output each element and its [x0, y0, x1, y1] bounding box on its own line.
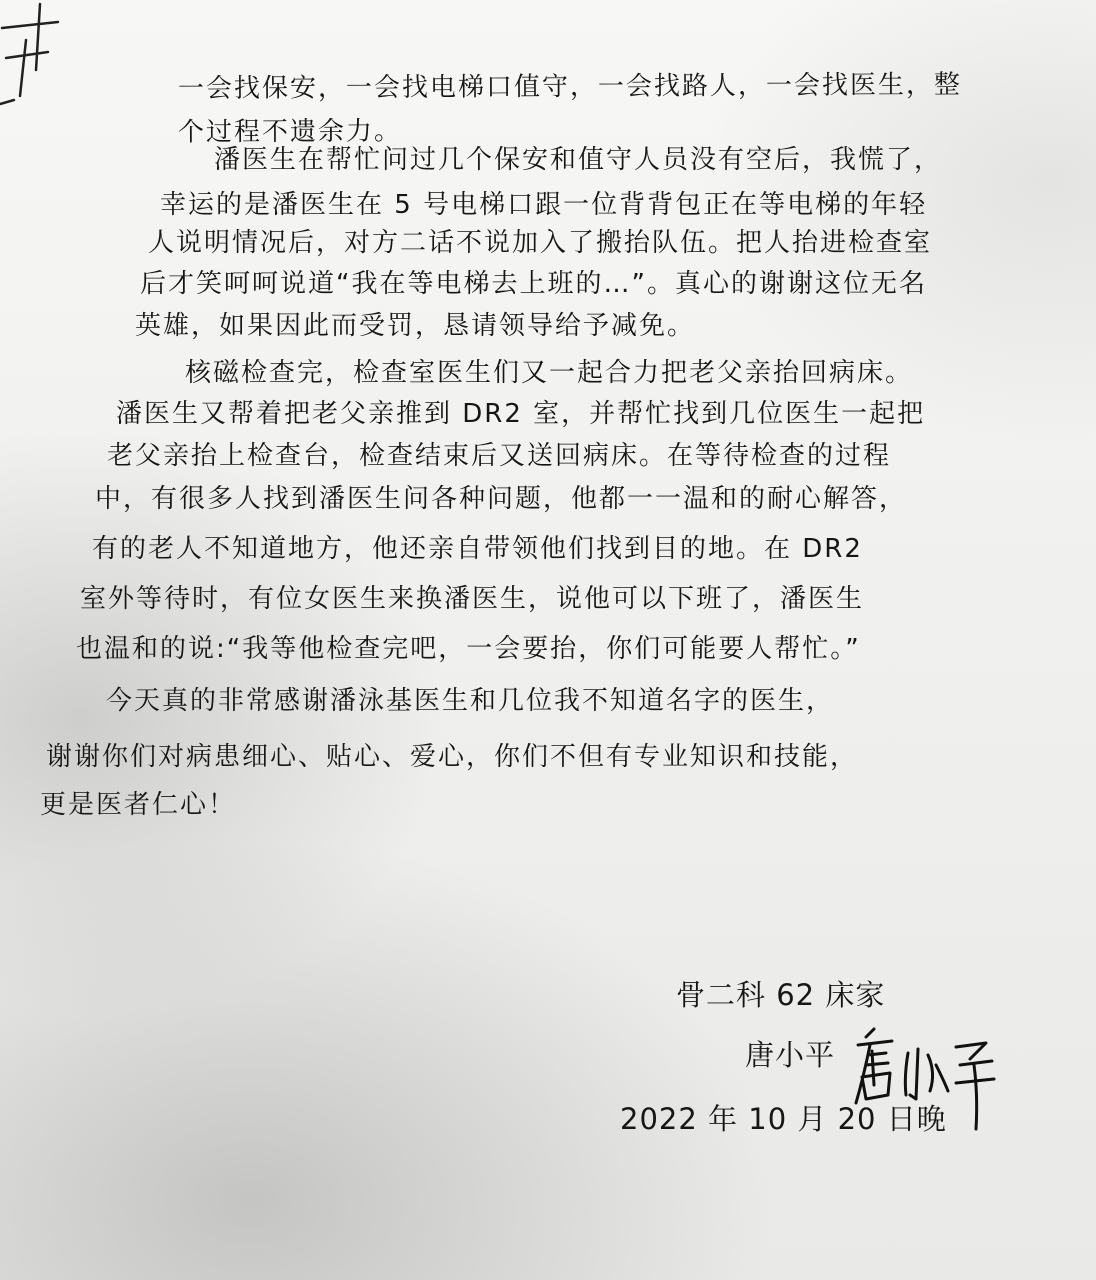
body-line: 一会找保安，一会找电梯口值守，一会找路人，一会找医生，整	[177, 69, 963, 105]
handwritten-signature	[852, 1025, 1002, 1135]
body-line: 老父亲抬上检查台，检查结束后又送回病床。在等待检查的过程	[107, 441, 892, 471]
body-line: 更是医者仁心！	[40, 790, 237, 820]
signer-name: 唐小平	[745, 1038, 836, 1072]
date-line: 2022 年 10 月 20 日晚	[620, 1102, 947, 1136]
body-line: 室外等待时，有位女医生来换潘医生，说他可以下班了，潘医生	[80, 584, 865, 614]
body-line: 今天真的非常感谢潘泳基医生和几位我不知道名字的医生，	[106, 686, 835, 716]
body-line: 后才笑呵呵说道“我在等电梯去上班的…”。真心的谢谢这位无名	[140, 269, 927, 299]
body-line: 潘医生又帮着把老父亲推到 DR2 室，并帮忙找到几位医生一起把	[116, 399, 926, 429]
body-line: 幸运的是潘医生在 5 号电梯口跟一位背背包正在等电梯的年轻	[160, 190, 928, 220]
body-line: 个过程不遗余力。	[177, 116, 403, 148]
body-line: 人说明情况后，对方二话不说加入了搬抬队伍。把人抬进检查室	[148, 228, 933, 258]
body-line: 中，有很多人找到潘医生问各种问题，他都一一温和的耐心解答，	[95, 484, 908, 514]
body-line: 谢谢你们对病患细心、贴心、爱心，你们不但有专业知识和技能，	[46, 742, 859, 772]
department-line: 骨二科 62 床家	[676, 978, 886, 1012]
body-line: 英雄，如果因此而受罚，恳请领导给予减免。	[135, 311, 696, 341]
body-line: 潘医生在帮忙问过几个保安和值守人员没有空后，我慌了，	[214, 145, 943, 175]
corner-handwriting-mark	[0, 0, 70, 110]
body-line: 也温和的说:“我等他检查完吧，一会要抬，你们可能要人帮忙。”	[76, 634, 861, 664]
body-line: 核磁检查完，检查室医生们又一起合力把老父亲抬回病床。	[185, 358, 914, 388]
body-line: 有的老人不知道地方，他还亲自带领他们找到目的地。在 DR2	[92, 534, 863, 564]
